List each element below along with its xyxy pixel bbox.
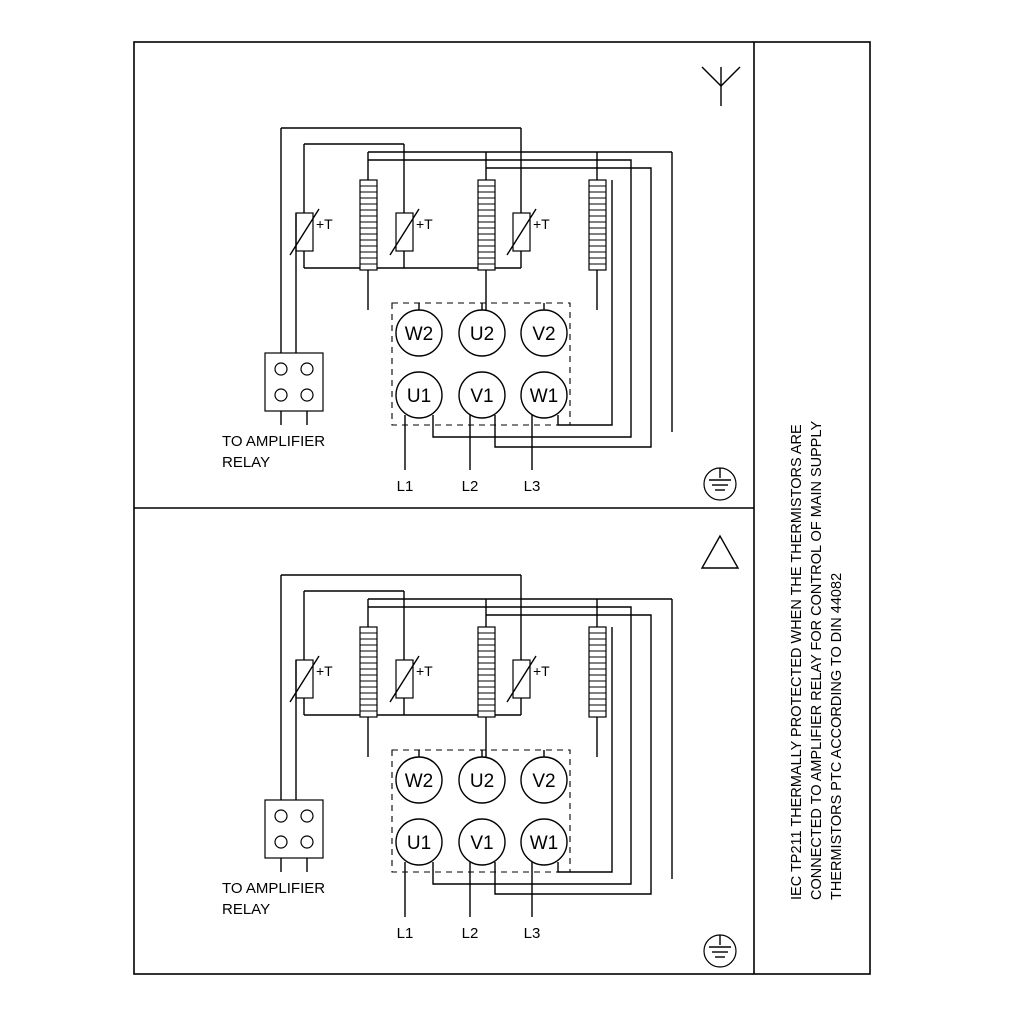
terminal-label-U2: U2 (469, 324, 495, 345)
terminal-label-W2-2: W2 (404, 771, 434, 792)
thermistor-2 (390, 209, 419, 268)
terminal-label-V1-2: V1 (470, 833, 494, 854)
side-note-line-1: IEC TP211 THERMALLY PROTECTED WHEN THE THERMISTORS ARE (789, 424, 805, 900)
supply-label-L1-2: L1 (396, 925, 414, 942)
thermistor-label-3: +T (533, 216, 550, 232)
terminal-label-V2-2: V2 (532, 771, 556, 792)
motor-coil-5 (478, 599, 495, 757)
star-bridge (419, 303, 544, 310)
motor-coil-1 (360, 152, 377, 310)
amplifier-label-line2: RELAY (222, 454, 271, 471)
supply-label-L3: L3 (523, 478, 541, 495)
thermistor-1 (290, 209, 319, 268)
side-note-line-3: THERMISTORS PTC ACCORDING TO DIN 44082 (829, 572, 845, 900)
supply-label-L2-2: L2 (461, 925, 479, 942)
thermistor-3 (507, 209, 536, 268)
terminal-label-W1-2: W1 (529, 833, 559, 854)
thermistor-6 (507, 656, 536, 715)
panel-star (222, 67, 740, 500)
motor-coil-4 (360, 599, 377, 757)
terminal-label-V1: V1 (470, 386, 494, 407)
terminal-label-V2: V2 (532, 324, 556, 345)
wye-symbol-icon (702, 67, 740, 106)
earth-ground-icon-2 (704, 935, 736, 967)
terminal-label-W2: W2 (404, 324, 434, 345)
motor-coil-2 (478, 152, 495, 310)
thermistor-4 (290, 656, 319, 715)
thermistor-label-4: +T (316, 663, 333, 679)
terminal-label-W1: W1 (529, 386, 559, 407)
thermistor-5 (390, 656, 419, 715)
thermistor-label-6: +T (533, 663, 550, 679)
earth-ground-icon (704, 468, 736, 500)
panel-delta (222, 536, 738, 967)
thermistor-label-2: +T (416, 216, 433, 232)
supply-label-L1: L1 (396, 478, 414, 495)
motor-coil-3 (589, 152, 606, 310)
amplifier-label-line1-2: TO AMPLIFIER (222, 880, 326, 897)
amplifier-label-line1: TO AMPLIFIER (222, 433, 326, 450)
motor-coil-6 (589, 599, 606, 757)
amplifier-label-line2-2: RELAY (222, 901, 271, 918)
amplifier-relay-block-2 (265, 800, 323, 872)
thermistor-label-1: +T (316, 216, 333, 232)
delta-bridge (419, 750, 544, 757)
amplifier-relay-block (265, 353, 323, 425)
terminal-label-U1: U1 (406, 386, 432, 407)
thermistor-label-5: +T (416, 663, 433, 679)
terminal-label-U1-2: U1 (406, 833, 432, 854)
supply-label-L3-2: L3 (523, 925, 541, 942)
delta-symbol-icon (702, 536, 738, 568)
side-note-line-2: CONNECTED TO AMPLIFIER RELAY FOR CONTROL OF MAIN SUPPLY (809, 420, 825, 900)
supply-label-L2: L2 (461, 478, 479, 495)
terminal-label-U2-2: U2 (469, 771, 495, 792)
